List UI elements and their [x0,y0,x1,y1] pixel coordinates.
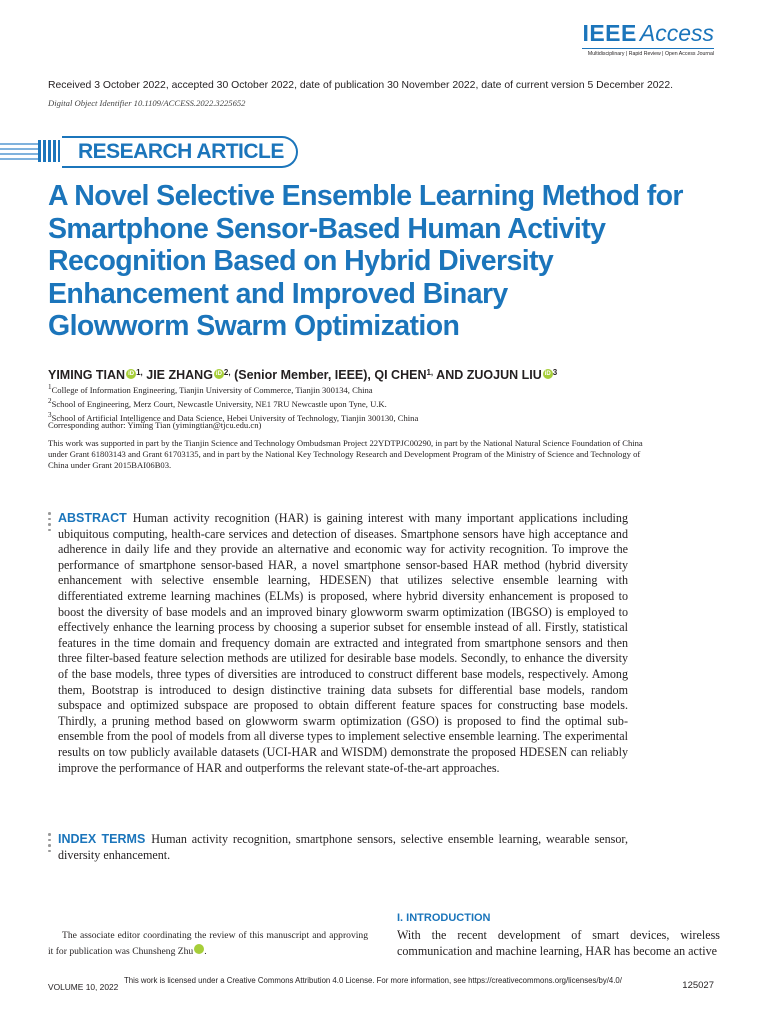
funding-statement: This work was supported in part by the Tianjin Science and Technology Ombudsman Project 22YDTPJC00290, in part by the National Natural Science Foundation of China under Grant 61803143 and Grant 61703135, and in part by the National Key Technology Research and Development Program of the Ministry of Science and Technology of China under Grant 2015BAI06B03. [48,438,643,471]
affiliation-number: 2 [48,396,52,405]
index-terms-text: Human activity recognition, smartphone sensors, selective ensemble learning, wearable sensor, diversity enhancement. [58,832,628,862]
author-affil-sup: 1, [136,368,143,377]
author-membership: (Senior Member, IEEE), [230,368,375,382]
affiliations [48,382,418,424]
received-dates: Received 3 October 2022, accepted 30 October 2022, date of publication 30 November 2022, date of current version 5 December 2022. [48,80,673,91]
affiliation-item [48,382,418,396]
affiliation-number: 1 [48,383,52,391]
title-line: A Novel Selective Ensemble Learning Method for [48,180,683,212]
journal-logo [582,20,714,57]
index-terms [58,832,628,863]
journal-tagline: Multidisciplinary | Rapid Review | Open Access Journal [582,48,714,57]
paper-title [48,180,688,343]
orcid-icon[interactable]: iD [128,371,135,377]
journal-name-italic: Access [639,20,714,46]
author-affil-sup: 3 [552,368,558,377]
abstract-text: Human activity recognition (HAR) is gaining interest with many important applications including ubiquitous computing, health-care services and detection of diseases. Smartphone sensors have high acceptance and adherence in daily life and they provide an alternative and economic way for activity recognition. To improve the performance of smartphone sensor-based HAR, a novel smartphone sensor-based HAR method (hybrid diversity enhancement with selective ensemble learning, HDESEN) that utilizes selective ensemble learning with differentiated extreme learning machines (ELMs) is proposed, where hybrid diversity enhancement is proposed to boost the diversity of base models and an improved binary glowworm swarm optimization (IBGSO) is employed to effectively enhance the learning process by choosing a superior subset for ensemble instead of all. Firstly, statistical features in the time domain and frequency domain are extracted and integrated from smartphone sensors and then three filter-based feature selection methods are utilized for desirable base models. Secondly, to enhance the diversity of the base models, three types of diversities are introduced to construct different base models, respectively. Among them, Bootstrap is introduced to design distinctive training data subsets for differential base models, random subspace and optimized subspace are proposed to obtain different feature spaces for constructing base models. Thirdly, a pruning method based on glowworm swarm optimization (GSO) is proposed to find the optimal sub-ensemble from the pool of models from all diverse types to implement selective ensemble learning. The experimental results on tow publicly available datasets (UCI-HAR and WISDM) demonstrate the proposed HDESEN can reliably improve the performance of HAR and outperforms the relevant state-of-the-art approaches. [58,511,628,775]
orcid-icon[interactable]: iD [544,371,551,377]
author-separator: AND [433,368,467,382]
doi: Digital Object Identifier 10.1109/ACCESS.2022.3225652 [48,98,246,108]
abstract [58,511,628,776]
author-affil-sup: 1, [426,368,434,377]
abstract-heading: ABSTRACT [58,511,127,525]
affiliation-text: College of Information Engineering, Tianjin University of Commerce, Tianjin 300134, China [51,384,373,395]
footer-page-number: 125027 [682,980,714,991]
author-name: YIMING TIAN [48,368,126,382]
introduction-text: With the recent development of smart devices, wireless communication and machine learning, HAR has become an active [397,928,720,958]
editor-note [48,928,368,960]
section-heading-introduction: I. INTRODUCTION [397,912,491,924]
footer-volume: VOLUME 10, 2022 [48,982,119,992]
footer-license[interactable]: This work is licensed under a Creative Commons Attribution 4.0 License. For more information, see https://creativecommons.org/licenses/by/4.0/ [124,976,622,985]
editor-note-end: . [204,946,207,957]
author-name: JIE ZHANG [142,368,213,382]
affiliation-item [48,396,418,410]
affiliation-number: 3 [48,410,52,419]
title-line: Enhancement and Improved Binary [48,277,508,310]
journal-name-bold: IEEE [582,20,637,46]
article-type-band-decoration [0,134,60,168]
index-terms-heading: INDEX TERMS [58,832,146,846]
orcid-icon[interactable]: iD [215,371,222,377]
editor-note-text: The associate editor coordinating the review of this manuscript and approving it for publication was Chunsheng Zhu [48,930,368,957]
index-terms-dots-decoration [48,833,52,855]
abstract-dots-decoration [48,512,52,534]
orcid-icon[interactable]: iD [194,944,204,954]
title-line: Glowworm Swarm Optimization [48,310,460,342]
title-line: Recognition Based on Hybrid Diversity [48,245,554,277]
corresponding-author[interactable]: Corresponding author: Yiming Tian (yimingtian@tjcu.edu.cn) [48,420,262,430]
affiliation-text: School of Artificial Intelligence and Data Science, Hebei University of Technology, Tianjin 300130, China [51,412,419,423]
author-name: ZUOJUN LIU [466,368,542,382]
title-line: Smartphone Sensor-Based Human Activity [48,212,606,245]
author-list [48,368,557,382]
article-type-badge [62,136,298,168]
article-type-label: RESEARCH ARTICLE [78,140,284,163]
author-name: QI CHEN [374,368,427,382]
author-affil-sup: 2, [223,368,231,377]
affiliation-text: School of Engineering, Merz Court, Newcastle University, NE1 7RU Newcastle upon Tyne, U.K. [51,398,387,409]
